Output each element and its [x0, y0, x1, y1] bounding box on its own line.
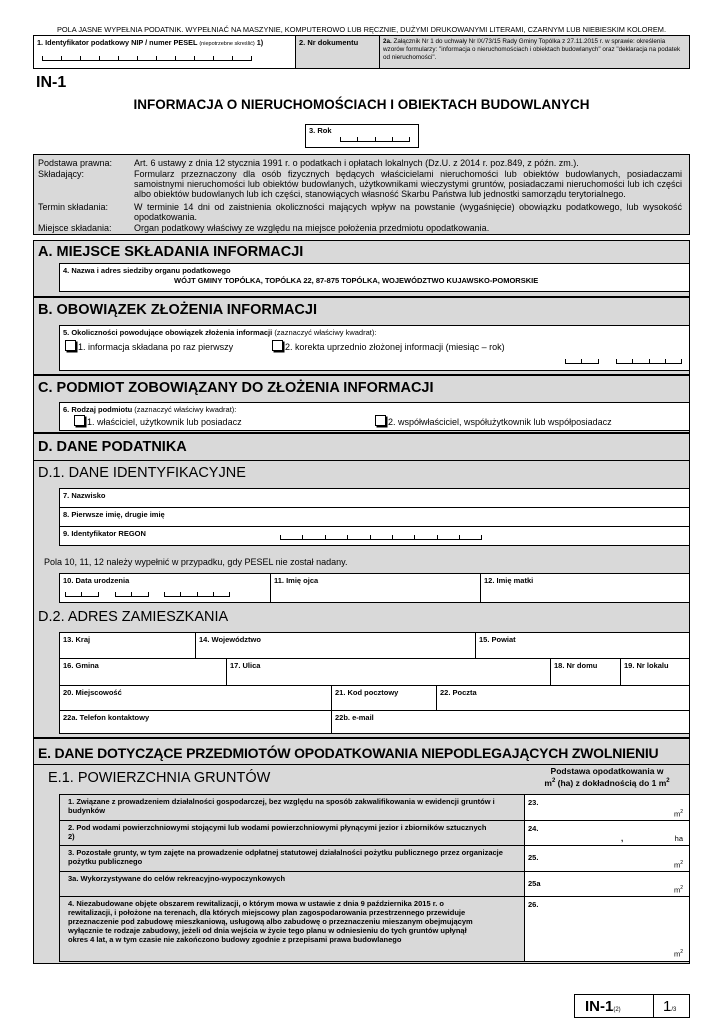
e1-row-2-text: 2. Pod wodami powierzchniowymi stojącymi lub wodami powierzchniowymi płynącymi jezior i zbiorników sztucznych 2) [68, 823, 487, 841]
field-11-label: 11. Imię ojca [274, 576, 319, 585]
field-22b-email[interactable] [331, 710, 690, 734]
field-5-month-ticks [565, 360, 599, 364]
field-26-label: 26. [528, 900, 539, 909]
header-instruction: POLA JASNE WYPEŁNIA PODATNIK. WYPEŁNIAĆ NA MASZYNIE, KOMPUTEROWO LUB RĘCZNIE, DUŻYMI DRUKOWANYMI LITERAMI, CZARNYM LUB NIEBIESKIM KOLOREM. [57, 25, 666, 34]
field-4-organ-podatkowy[interactable] [59, 263, 690, 292]
section-a-title: A. MIEJSCE SKŁADANIA INFORMACJI [38, 244, 304, 260]
field-12-imie-matki[interactable] [480, 573, 690, 603]
field-22b-label: 22b. e-mail [335, 713, 374, 722]
field-24-label: 24. [528, 824, 539, 833]
field-24-unit: ha [674, 834, 683, 843]
field-5-year-ticks [616, 360, 682, 364]
e1-row-3a-desc [59, 871, 525, 897]
section-b-title: B. OBOWIĄZEK ZŁOŻENIA INFORMACJI [38, 302, 317, 318]
field-22a-telefon[interactable] [59, 710, 332, 734]
field-4-value: WÓJT GMINY TOPÓLKA, TOPÓLKA 22, 87-875 TOPÓLKA, WOJEWÓDZTWO KUJAWSKO-POMORSKIE [174, 276, 539, 285]
field-14-label: 14. Województwo [199, 635, 261, 644]
footer-page-number [653, 994, 690, 1018]
e1-row-1-text: 1. Związane z prowadzeniem działalności gospodarczej, bez względu na sposób zakwalifikowania w ewidencji gruntów i budynków [68, 797, 495, 815]
field-2a-zalacznik [379, 35, 690, 69]
e1-row-3-desc [59, 845, 525, 872]
form-title: INFORMACJA O NIERUCHOMOŚCIACH I OBIEKTACH BUDOWLANYCH [133, 97, 590, 112]
section-d-divider [34, 460, 689, 461]
section-a [33, 240, 690, 297]
field-19-nr-lokalu[interactable] [620, 658, 690, 686]
footer-form-code [574, 994, 654, 1018]
field-12-label: 12. Imię matki [484, 576, 534, 585]
field-17-label: 17. Ulica [230, 661, 261, 670]
field-7-nazwisko[interactable] [59, 488, 690, 508]
field-5-option-1[interactable]: 1. informacja składana po raz pierwszy [65, 340, 233, 352]
d1-note: Pola 10, 11, 12 należy wypełnić w przypadku, gdy PESEL nie został nadany. [44, 557, 348, 567]
e1-row-4-desc [59, 896, 525, 962]
info-label-termin: Termin składania: [38, 202, 109, 212]
field-20-miejscowosc[interactable] [59, 685, 332, 711]
field-21-kod-pocztowy[interactable] [331, 685, 437, 711]
field-15-label: 15. Powiat [479, 635, 516, 644]
field-24[interactable] [524, 820, 690, 846]
info-text-skladajacy: Formularz przeznaczony dla osób fizycznych będących właścicielami nieruchomości lub obiektów budowlanych, posiadaczami samoistnymi nieruchomości lub obiektów budowlanych, użytkownikami wieczystymi gruntów, posiadaczami nieruchomości lub ich części albo obiektów budowlanych lub ich części, stanowiących własność Skarbu Państwa lub jednostki samorządu terytorialnego. [134, 169, 682, 199]
field-10-label: 10. Data urodzenia [63, 576, 130, 585]
footer-code: IN-1(2) [585, 998, 621, 1015]
field-11-imie-ojca[interactable] [270, 573, 481, 603]
info-text-miejsce: Organ podatkowy właściwy ze względu na miejsce położenia przedmiotu opodatkowania. [134, 223, 490, 233]
field-1-char-ticks [42, 57, 252, 61]
e1-row-3-text: 3. Pozostałe grunty, w tym zajęte na prowadzenie odpłatnej statutowej działalności pożytku publicznego przez organizacje pożytku publicznego [68, 848, 503, 866]
section-d-title: D. DANE PODATNIKA [38, 439, 187, 455]
section-c [33, 375, 690, 433]
e1-column-header: Podstawa opodatkowania w $m^2$ (ha) z dokładnością do 1 $m^2$ [544, 766, 670, 788]
field-24-decimal-comma: , [621, 834, 624, 843]
field-15-powiat[interactable] [475, 632, 690, 659]
field-10-year-ticks [164, 593, 230, 597]
section-e [33, 738, 690, 964]
field-22-poczta[interactable] [436, 685, 690, 711]
field-9-regon[interactable] [59, 526, 690, 546]
field-18-nr-domu[interactable] [550, 658, 621, 686]
field-10-data-urodzenia[interactable] [59, 573, 271, 603]
checkbox-icon[interactable] [74, 415, 85, 426]
d2-title: D.2. ADRES ZAMIESZKANIA [38, 609, 229, 625]
field-23-unit: $m^2$ [673, 808, 683, 818]
field-3-rok[interactable] [305, 124, 419, 148]
field-8-label: 8. Pierwsze imię, drugie imię [63, 510, 165, 519]
field-25a[interactable] [524, 871, 690, 897]
form-code: IN-1 [36, 74, 67, 91]
field-2-nr-dokumentu [295, 35, 380, 69]
field-2-label: 2. Nr dokumentu [299, 38, 359, 47]
field-22-label: 22. Poczta [440, 688, 477, 697]
info-label-podstawa: Podstawa prawna: [38, 158, 113, 168]
field-25-unit: $m^2$ [673, 859, 683, 869]
field-2a-text: 2a. Załącznik Nr 1 do uchwały Nr IX/73/15 Rady Gminy Topólka z 27.11.2015 r. w sprawie: określenia wzorów formularzy: "informacja o nieruchomościach i obiektach budowlanych" oraz "deklaracja na podatek od nieruchomości". [383, 38, 681, 61]
field-7-label: 7. Nazwisko [63, 491, 106, 500]
field-18-label: 18. Nr domu [554, 661, 598, 670]
field-5-okolicznosci [59, 325, 690, 371]
e1-title: E.1. POWIERZCHNIA GRUNTÓW [48, 770, 271, 786]
field-6-option-1[interactable]: 1. właściciel, użytkownik lub posiadacz [74, 415, 242, 427]
e1-row-1-desc [59, 794, 525, 821]
field-4-label: 4. Nazwa i adres siedziby organu podatkowego [63, 266, 231, 275]
checkbox-icon[interactable] [272, 340, 283, 351]
field-9-label: 9. Identyfikator REGON [63, 529, 146, 538]
field-8-imiona[interactable] [59, 507, 690, 527]
e1-row-4-text: 4. Niezabudowane objęte obszarem rewitalizacji, o którym mowa w ustawie z dnia 9 października 2015 r. o rewitalizacji, i położone na terenach, dla których miejscowy plan zagospodarowania przestrzennego przewiduje przeznaczenie pod zabudowę mieszkaniową, usługową albo zabudowę o przeznaczeniu mieszanym obejmującym wyłącznie te rodzaje zabudowy, jeżeli od dnia wejścia w życie tego planu w odniesieniu do tych gruntów upłynął okres 4 lat, a w tym czasie nie zakończono budowy zgodnie z przepisami prawa budowlanego [68, 899, 473, 944]
field-19-label: 19. Nr lokalu [624, 661, 669, 670]
e1-row-2-desc [59, 820, 525, 846]
field-6-rodzaj-podmiotu [59, 402, 690, 431]
section-b [33, 297, 690, 375]
field-5-option-2[interactable]: 2. korekta uprzednio złożonej informacji (miesiąc – rok) [272, 340, 505, 352]
field-26-unit: $m^2$ [673, 948, 683, 958]
field-5-label: 5. Okoliczności powodujące obowiązek złożenia informacji (zaznaczyć właściwy kwadrat): [63, 328, 377, 337]
field-3-label: 3. Rok [309, 126, 332, 135]
field-6-option-2[interactable]: 2. współwłaściciel, współużytkownik lub współposiadacz [375, 415, 612, 427]
field-25a-label: 25a [528, 879, 541, 888]
footer-page: 1/3 [663, 998, 677, 1015]
info-block [33, 154, 690, 235]
field-25[interactable] [524, 845, 690, 872]
section-e-divider [34, 764, 689, 765]
field-23-label: 23. [528, 798, 539, 807]
section-e-title: E. DANE DOTYCZĄCE PRZEDMIOTÓW OPODATKOWANIA NIEPODLEGAJĄCYCH ZWOLNIENIU [38, 745, 659, 761]
section-c-title: C. PODMIOT ZOBOWIĄZANY DO ZŁOŻENIA INFORMACJI [38, 380, 434, 396]
field-10-month-ticks [115, 593, 149, 597]
field-23[interactable] [524, 794, 690, 821]
info-text-podstawa: Art. 6 ustawy z dnia 12 stycznia 1991 r. o podatkach i opłatach lokalnych (Dz.U. z 2014 r. poz.849, z późn. zm.). [134, 158, 579, 168]
info-label-miejsce: Miejsce składania: [38, 223, 112, 233]
field-25a-unit: $m^2$ [673, 884, 683, 894]
field-1-label: 1. Identyfikator podatkowy NIP / numer PESEL (niepotrzebne skreślić) 1) [37, 38, 264, 47]
info-text-termin: W terminie 14 dni od zaistnienia okoliczności mających wpływ na powstanie (wygaśnięcie) obowiązku podatkowego, lub wysokość opodatkowania. [134, 202, 682, 222]
field-16-gmina[interactable] [59, 658, 227, 686]
field-10-day-ticks [65, 593, 99, 597]
field-13-kraj[interactable] [59, 632, 196, 659]
checkbox-icon[interactable] [375, 415, 386, 426]
field-21-label: 21. Kod pocztowy [335, 688, 399, 697]
checkbox-icon[interactable] [65, 340, 76, 351]
field-25-label: 25. [528, 853, 539, 862]
field-6-label: 6. Rodzaj podmiotu (zaznaczyć właściwy kwadrat): [63, 405, 237, 414]
field-9-char-ticks [280, 536, 482, 540]
field-22a-label: 22a. Telefon kontaktowy [63, 713, 150, 722]
field-14-wojewodztwo[interactable] [195, 632, 476, 659]
field-17-ulica[interactable] [226, 658, 551, 686]
field-26[interactable] [524, 896, 690, 962]
info-label-skladajacy: Składający: [38, 169, 85, 179]
field-3-char-ticks [340, 138, 410, 142]
field-16-label: 16. Gmina [63, 661, 99, 670]
field-20-label: 20. Miejscowość [63, 688, 122, 697]
section-d [33, 433, 690, 738]
d1-title: D.1. DANE IDENTYFIKACYJNE [38, 465, 246, 481]
e1-row-3a-text: 3a. Wykorzystywane do celów rekreacyjno-wypoczynkowych [68, 874, 286, 883]
field-13-label: 13. Kraj [63, 635, 91, 644]
field-1-nip-pesel[interactable] [33, 35, 296, 69]
